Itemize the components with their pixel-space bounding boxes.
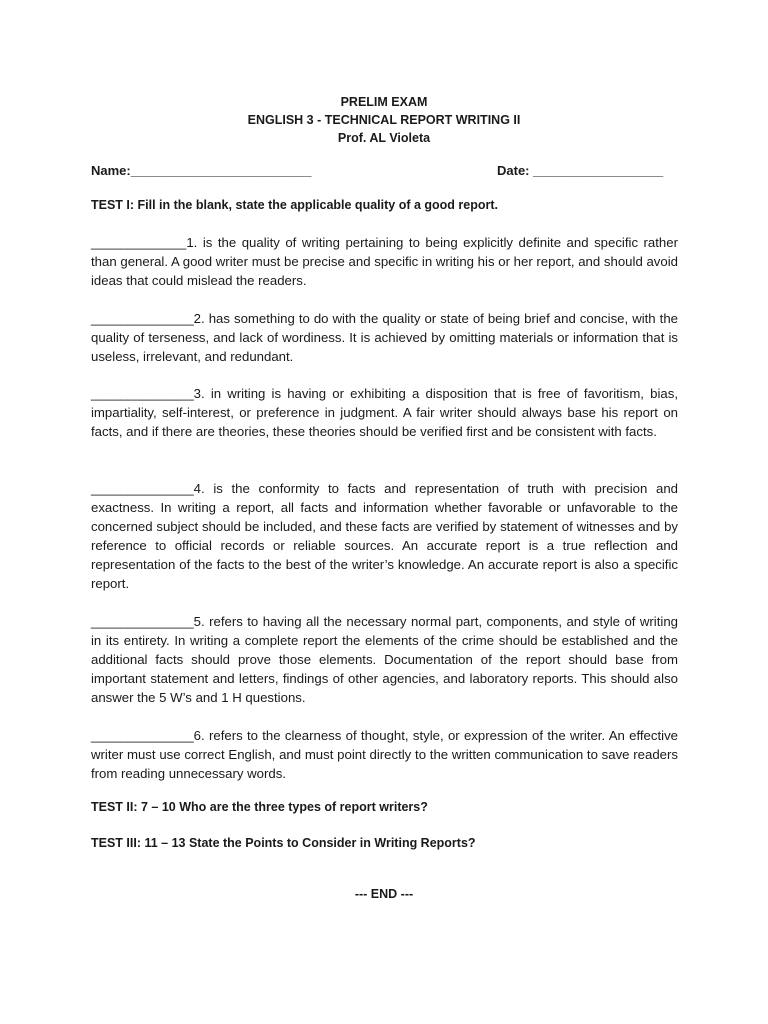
question-2: ______________2. has something to do with the quality or state of being brief and concise, with the quality of terseness, and lack of wordiness. It is achieved by omitting materials or information that is useless, irrelevant, and redundant. xyxy=(91,311,678,364)
question-6: ______________6. refers to the clearness of thought, style, or expression of the writer. An effective writer must use correct English, and must point directly to the written communication to save readers from reading unnecessary words. xyxy=(91,728,678,781)
test3-heading: TEST III: 11 – 13 State the Points to Consider in Writing Reports? xyxy=(91,836,476,850)
question-3: ______________3. in writing is having or exhibiting a disposition that is free of favoritism, bias, impartiality, self-interest, or preference in judgment. A fair writer should always base his report on facts, and if there are theories, these theories should be verified first and be consistent with facts. xyxy=(91,386,678,439)
question-1: _____________1. is the quality of writing pertaining to being explicitly definite and specific rather than general. A good writer must be precise and specific in writing his or her report, and should avoid ideas that could mislead the readers. xyxy=(91,235,678,288)
name-field: Name:_________________________ xyxy=(91,163,312,178)
professor-name: Prof. AL Violeta xyxy=(337,131,431,145)
date-field: Date: __________________ xyxy=(497,163,664,178)
course-title: ENGLISH 3 - TECHNICAL REPORT WRITING II xyxy=(247,113,521,127)
end-marker: --- END --- xyxy=(354,887,414,901)
test2-heading: TEST II: 7 – 10 Who are the three types of report writers? xyxy=(91,800,428,814)
exam-header xyxy=(0,93,768,147)
test1-heading: TEST I: Fill in the blank, state the applicable quality of a good report. xyxy=(91,198,498,212)
exam-title: PRELIM EXAM xyxy=(340,95,428,109)
question-5: ______________5. refers to having all the necessary normal part, components, and style of writing in its entirety. In writing a complete report the elements of the crime should be established and the additional facts should prove those elements. Documentation of the report should base from important statement and letters, findings of other agencies, and laboratory reports. This should also answer the 5 W’s and 1 H questions. xyxy=(91,614,678,705)
question-4: ______________4. is the conformity to facts and representation of truth with precision and exactness. In writing a report, all facts and information whether favorable or unfavorable to the concerned subject should be included, and these facts are verified by statement of witnesses and by reference to official records or reliable sources. An accurate report is a true reflection and representation of the facts to the best of the writer’s knowledge. An accurate report is also a specific report. xyxy=(91,481,678,591)
